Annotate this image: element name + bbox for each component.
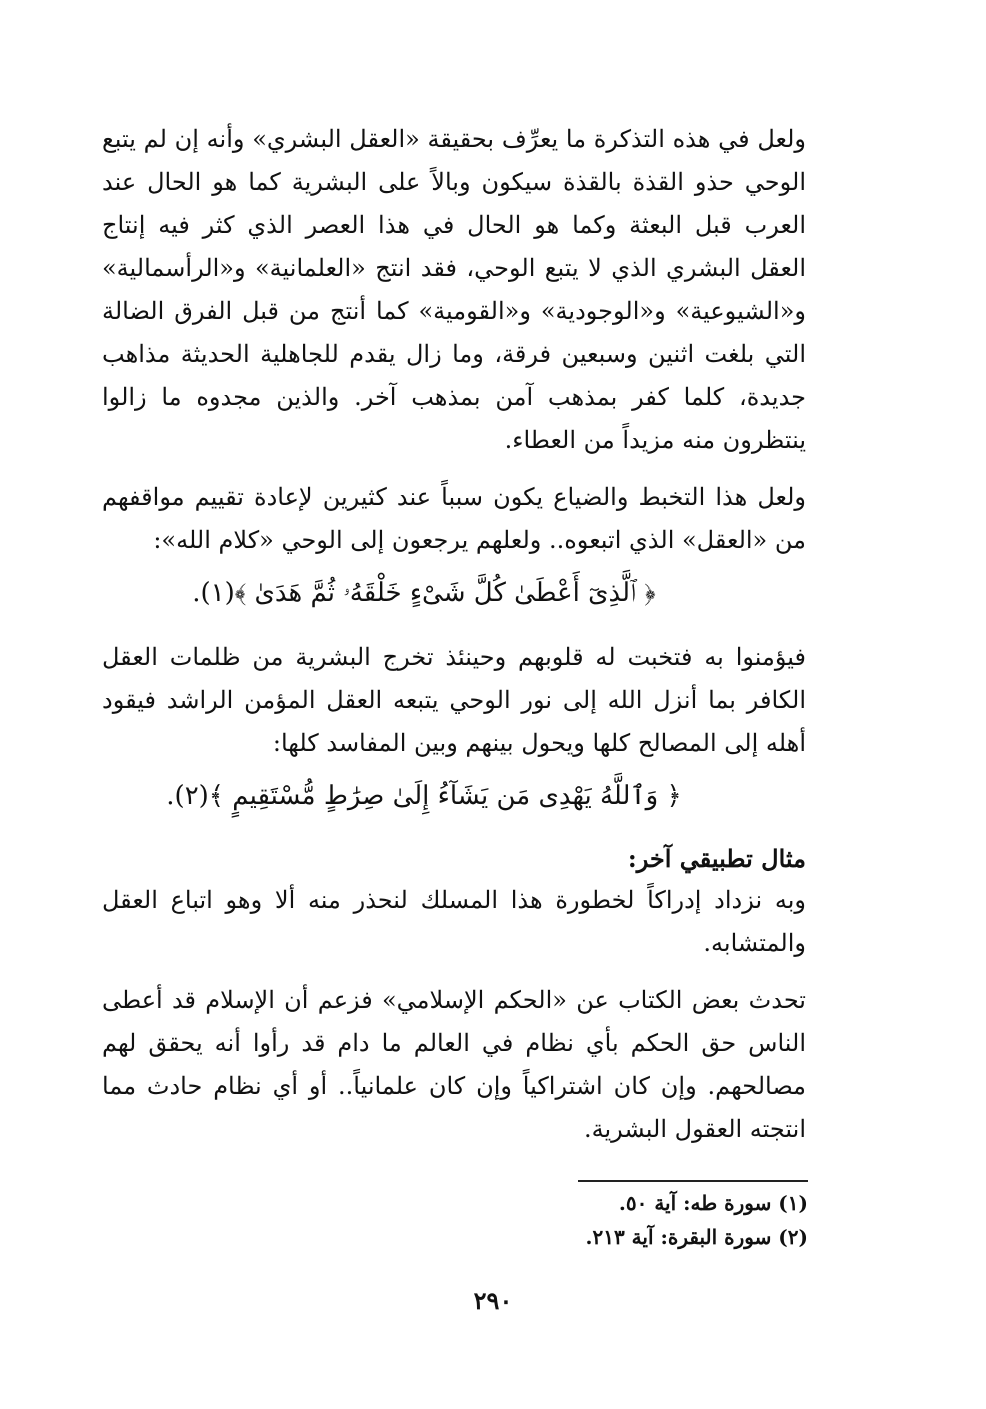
paragraph-believe: فيؤمنوا به فتخبت له قلوبهم وحينئذ تخرج البشرية من ظلمات العقل الكافر بما أنزل الله إلى نور الوحي يتبعه العقل المؤمن الراشد فيقود أهله إلى المصالح كلها ويحول بينهم وبين المفاسد كلها: [102,643,806,757]
quran-verse-1: ﴿ ٱلَّذِىٓ أَعْطَىٰ كُلَّ شَىْءٍ خَلْقَهُۥ ثُمَّ هَدَىٰ ﴾(١). [192,578,656,608]
section-heading: مثال تطبيقي آخر: [627,844,806,873]
quran-verse-2: ﴿ وَٱللَّهُ يَهْدِى مَن يَشَآءُ إِلَىٰ صِرَٰطٍ مُّسْتَقِيمٍ ﴾(٢). [166,781,682,811]
footnote-1: (١) سورة طه: آية ٥٠. [618,1191,808,1215]
paragraph-islamic-rule: تحدث بعض الكتاب عن «الحكم الإسلامي» فزعم أن الإسلام قد أعطى الناس حق الحكم بأي نظام في العالم ما دام قد رأوا أنه يحقق لهم مصالحهم. وإن كان اشتراكياً وإن كان علمانياً.. أو أي نظام حادث مما انتجته العقول البشرية. [102,986,806,1143]
paragraph-example: وبه نزداد إدراكاً لخطورة هذا المسلك لنحذر منه ألا وهو اتباع العقل والمتشابه. [102,886,806,957]
footnote-divider [578,1180,808,1182]
footnotes [288,1186,808,1254]
paragraph-confusion: ولعل هذا التخبط والضياع يكون سبباً عند كثيرين لإعادة تقييم مواقفهم من «العقل» الذي اتبعوه.. ولعلهم يرجعون إلى الوحي «كلام الله»: [102,483,806,554]
page-number: ٢٩٠ [473,1286,513,1315]
paragraph-intro: ولعل في هذه التذكرة ما يعرِّف بحقيقة «العقل البشري» وأنه إن لم يتبع الوحي حذو القذة بالقذة سيكون وبالاً على البشرية كما هو الحال عند العرب قبل البعثة وكما هو الحال في هذا العصر الذي كثر فيه إنتاج العقل البشري الذي لا يتبع الوحي، فقد انتج «العلمانية» و«الرأسمالية» و«الشيوعية» و«الوجودية» و«القومية» كما أنتج من قبل الفرق الضالة التي بلغت اثنين وسبعين فرقة، وما زال يقدم للجاهلية الحديثة مذاهب جديدة، كلما كفر بمذهب آمن بمذهب آخر. والذين مجدوه ما زالوا ينتظرون منه مزيداً من العطاء. [102,125,806,454]
footnote-2: (٢) سورة البقرة: آية ٢١٣. [585,1225,808,1249]
